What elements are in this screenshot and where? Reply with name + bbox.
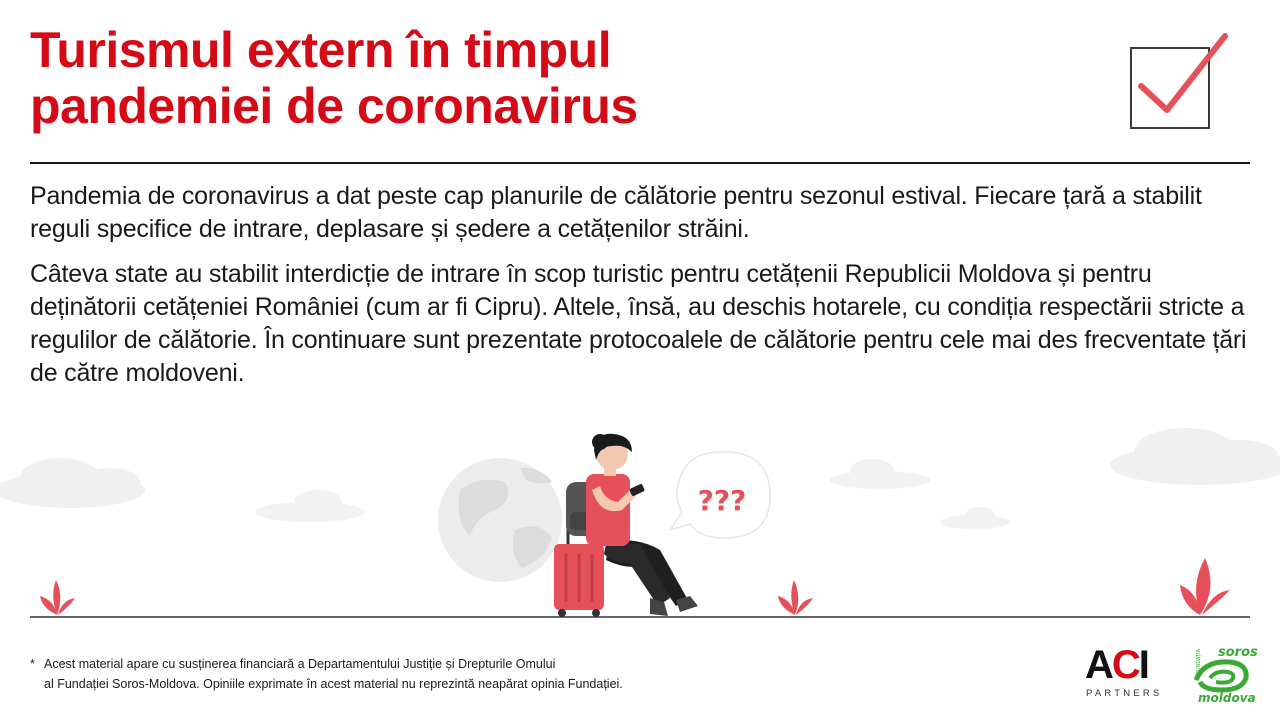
title-line-1: Turismul extern în timpul — [30, 22, 612, 78]
page-title — [30, 22, 930, 134]
footnote — [30, 654, 750, 694]
speech-bubble-icon — [670, 452, 770, 538]
question-marks: ??? — [697, 484, 747, 517]
aci-mark: ACI — [1085, 643, 1148, 687]
cloud-icon — [940, 507, 1010, 529]
title-line-2: pandemiei de coronavirus — [30, 78, 638, 134]
paragraph-2: Câteva state au stabilit interdicție de intrare în scop turistic pentru cetățenii Republicii Moldova și pentru deținătorii cetățeniei României (cum ar fi Cipru). Altele, însă, au deschis hotarele, cu condiția respectării stricte a regulilor de călătorie. În continuare sunt prezentate protocoalele de călătorie pentru cele mai des frecventate țări de către moldoveni. — [30, 260, 1247, 387]
globe-icon — [438, 458, 562, 582]
aci-subtitle: PARTNERS — [1086, 688, 1163, 699]
cloud-icon — [830, 459, 930, 489]
header-divider — [30, 162, 1250, 164]
cloud-icon — [255, 490, 365, 522]
plant-icon — [40, 580, 75, 615]
cloud-icon — [0, 458, 145, 508]
paragraph-1: Pandemia de coronavirus a dat peste cap planurile de călătorie pentru sezonul estival. Fiecare țară a stabilit reguli specifice de intrare, deplasare și ședere a cetățenilor străini. — [30, 182, 1202, 243]
body-text — [30, 180, 1255, 402]
soros-moldova-logo — [1186, 640, 1258, 706]
soros-side-text: FUNDAȚIA — [1196, 648, 1202, 674]
footnote-line-1: Acest material apare cu susținerea financiară a Departamentului Justiție și Drepturile Omului — [44, 657, 556, 671]
aci-partners-logo — [1082, 642, 1172, 704]
travel-illustration — [0, 420, 1280, 630]
plant-icon — [778, 580, 813, 615]
footnote-marker: * — [30, 657, 35, 671]
soros-bottom-text: moldova — [1198, 691, 1256, 705]
soros-top-text: soros — [1218, 645, 1258, 660]
plant-icon — [1180, 558, 1230, 615]
checkbox-check-icon — [1125, 28, 1235, 133]
footnote-line-2: al Fundației Soros-Moldova. Opiniile exprimate în acest material nu reprezintă neapărat opinia Fundației. — [44, 677, 623, 691]
cloud-icon — [1110, 428, 1280, 485]
